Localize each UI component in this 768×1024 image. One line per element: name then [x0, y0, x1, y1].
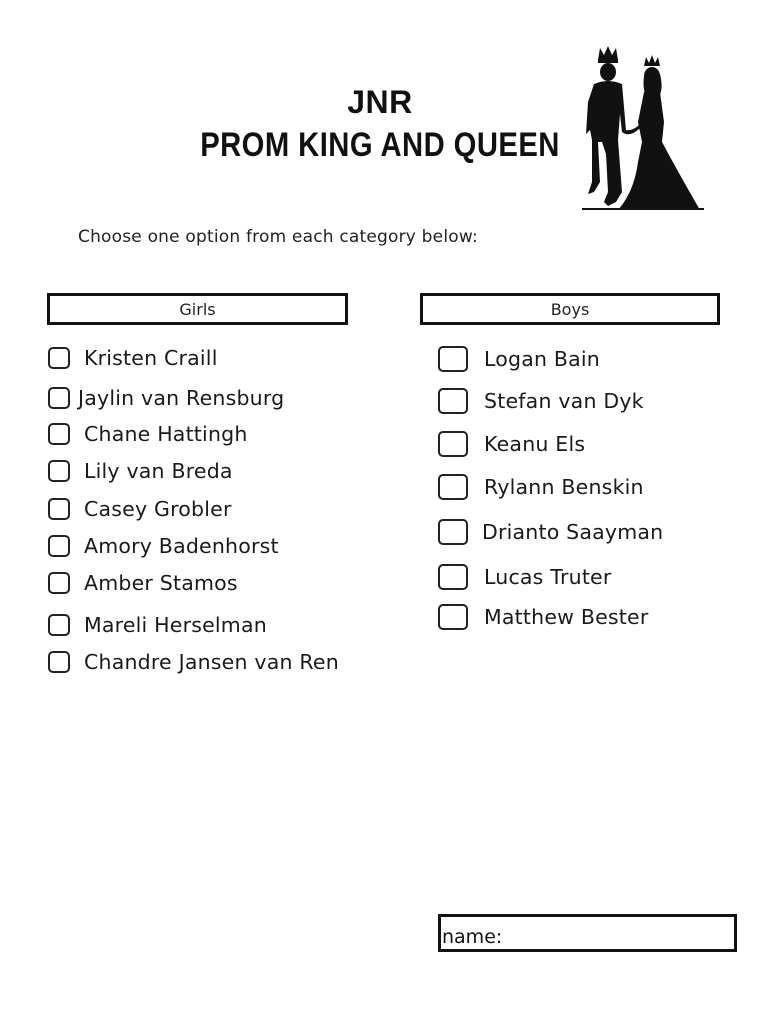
boy-option[interactable]: [438, 346, 600, 372]
girl-option[interactable]: [48, 346, 218, 370]
boys-category-label: Boys: [550, 299, 590, 319]
title-line-2: PROM KING AND QUEEN: [200, 126, 560, 164]
option-label: Stefan van Dyk: [484, 389, 644, 413]
girl-option[interactable]: [48, 422, 248, 446]
checkbox[interactable]: [438, 388, 468, 414]
girls-category-label: Girls: [179, 299, 216, 319]
boy-option[interactable]: [438, 474, 644, 500]
girl-option[interactable]: [48, 613, 267, 637]
boy-option[interactable]: [438, 519, 663, 545]
girls-category-header: [47, 293, 348, 325]
option-label: Jaylin van Rensburg: [78, 386, 285, 410]
option-label: Lily van Breda: [84, 459, 233, 483]
boy-option[interactable]: [438, 388, 644, 414]
checkbox[interactable]: [48, 423, 70, 445]
option-label: Chane Hattingh: [84, 422, 248, 446]
checkbox[interactable]: [48, 614, 70, 636]
boy-option[interactable]: [438, 604, 648, 630]
title-line-1: JNR: [347, 84, 413, 120]
checkbox[interactable]: [438, 346, 468, 372]
option-label: Amory Badenhorst: [84, 534, 279, 558]
king-and-queen-silhouette-icon: [578, 42, 706, 214]
name-label: name:: [442, 926, 503, 948]
checkbox[interactable]: [438, 519, 468, 545]
option-label: Keanu Els: [484, 432, 586, 456]
option-label: Kristen Craill: [84, 346, 218, 370]
girl-option[interactable]: [48, 534, 279, 558]
option-label: Drianto Saayman: [482, 520, 664, 544]
name-input[interactable]: [502, 919, 734, 949]
girl-option[interactable]: [48, 650, 339, 674]
checkbox[interactable]: [48, 460, 70, 482]
checkbox[interactable]: [48, 535, 70, 557]
boy-option[interactable]: [438, 564, 612, 590]
boys-category-header: [420, 293, 720, 325]
girl-option[interactable]: [48, 571, 238, 595]
option-label: Mareli Herselman: [84, 613, 267, 637]
checkbox[interactable]: [48, 387, 70, 409]
option-label: Lucas Truter: [484, 565, 612, 589]
option-label: Logan Bain: [484, 347, 601, 371]
name-field-box: [438, 914, 737, 952]
option-label: Casey Grobler: [84, 497, 232, 521]
option-label: Amber Stamos: [84, 571, 238, 595]
checkbox[interactable]: [48, 498, 70, 520]
checkbox[interactable]: [48, 347, 70, 369]
instructions-text: Choose one option from each category below:: [78, 227, 478, 247]
boy-option[interactable]: [438, 431, 585, 457]
checkbox[interactable]: [48, 651, 70, 673]
checkbox[interactable]: [48, 572, 70, 594]
checkbox[interactable]: [438, 604, 468, 630]
girl-option[interactable]: [48, 459, 233, 483]
option-label: Rylann Benskin: [484, 475, 644, 499]
girl-option[interactable]: [48, 386, 284, 410]
checkbox[interactable]: [438, 431, 468, 457]
option-label: Matthew Bester: [484, 605, 649, 629]
girl-option[interactable]: [48, 497, 232, 521]
option-label: Chandre Jansen van Ren: [84, 650, 339, 674]
checkbox[interactable]: [438, 474, 468, 500]
checkbox[interactable]: [438, 564, 468, 590]
